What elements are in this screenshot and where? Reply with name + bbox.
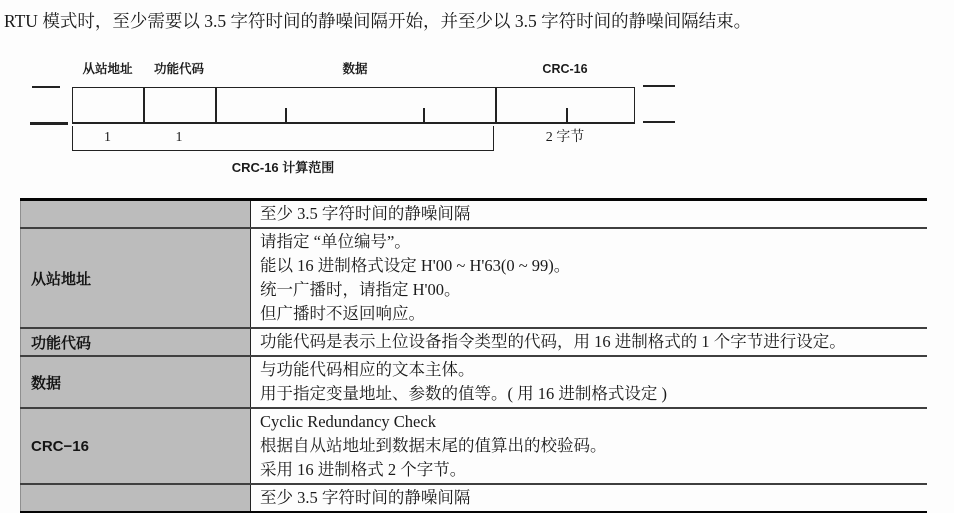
description-line: Cyclic Redundancy Check bbox=[260, 412, 436, 431]
description-line: 根据自从站地址到数据末尾的值算出的校验码。 bbox=[260, 436, 607, 455]
description-line: 至少 3.5 字符时间的静噪间隔 bbox=[260, 488, 471, 507]
description-line: 功能代码是表示上位设备指令类型的代码，用 16 进制格式的 1 个字节进行设定。 bbox=[260, 332, 846, 351]
description-line: 与功能代码相应的文本主体。 bbox=[260, 360, 475, 379]
description-line: 至少 3.5 字符时间的静噪间隔 bbox=[260, 204, 471, 223]
table-row bbox=[21, 200, 928, 229]
idle-line-start-bottom bbox=[30, 122, 68, 125]
frame-field-label: CRC-16 bbox=[542, 62, 588, 76]
field-description-cell bbox=[251, 200, 928, 229]
frame-field-size: 1 bbox=[175, 130, 183, 145]
description-line: 请指定 “单位编号”。 bbox=[260, 232, 411, 251]
field-name-cell: 数据 bbox=[21, 356, 251, 408]
field-divider bbox=[495, 87, 497, 124]
field-description-cell bbox=[251, 356, 928, 408]
field-divider bbox=[215, 87, 217, 124]
idle-line-end-bottom bbox=[643, 121, 675, 123]
table-row bbox=[21, 408, 928, 484]
frame-field-table bbox=[20, 198, 927, 513]
field-description-cell bbox=[251, 228, 928, 328]
crc-range-bracket bbox=[72, 126, 494, 151]
description-line: 用于指定变量地址、参数的值等。( 用 16 进制格式设定 ) bbox=[260, 384, 667, 403]
field-divider bbox=[143, 87, 145, 124]
table-row bbox=[21, 484, 928, 513]
field-description-cell bbox=[251, 328, 928, 356]
frame-field-size: 1 bbox=[104, 130, 111, 145]
field-description-cell bbox=[251, 408, 928, 484]
description-line: 能以 16 进制格式设定 H'00 ~ H'63(0 ~ 99)。 bbox=[260, 256, 571, 275]
byte-tick bbox=[423, 108, 425, 123]
frame-field-label: 数据 bbox=[342, 62, 368, 76]
description-line: 采用 16 进制格式 2 个字节。 bbox=[260, 460, 467, 479]
idle-line-start-top bbox=[32, 86, 60, 88]
frame-field-label: 从站地址 bbox=[82, 62, 133, 76]
table-row bbox=[21, 328, 928, 356]
frame-field-label: 功能代码 bbox=[153, 62, 204, 76]
field-name-cell bbox=[21, 484, 251, 513]
table-row bbox=[21, 228, 928, 328]
crc-range-label: CRC-16 计算范围 bbox=[231, 160, 335, 175]
field-name-cell: 功能代码 bbox=[21, 328, 251, 356]
idle-line-end-top bbox=[643, 85, 675, 87]
field-name-cell bbox=[21, 200, 251, 229]
field-name-cell: 从站地址 bbox=[21, 228, 251, 328]
frame-field-size: 2 字节 bbox=[545, 130, 585, 145]
field-description-cell bbox=[251, 484, 928, 513]
description-line: 但广播时不返回响应。 bbox=[260, 304, 425, 323]
intro-paragraph: RTU 模式时，至少需要以 3.5 字符时间的静噪间隔开始，并至少以 3.5 字符时间的静噪间隔结束。 bbox=[4, 11, 752, 31]
byte-tick bbox=[566, 108, 568, 123]
table-row bbox=[21, 356, 928, 408]
field-name-cell: CRC−16 bbox=[21, 408, 251, 484]
description-line: 统一广播时，请指定 H'00。 bbox=[260, 280, 461, 299]
frame-box bbox=[72, 87, 635, 124]
byte-tick bbox=[285, 108, 287, 123]
